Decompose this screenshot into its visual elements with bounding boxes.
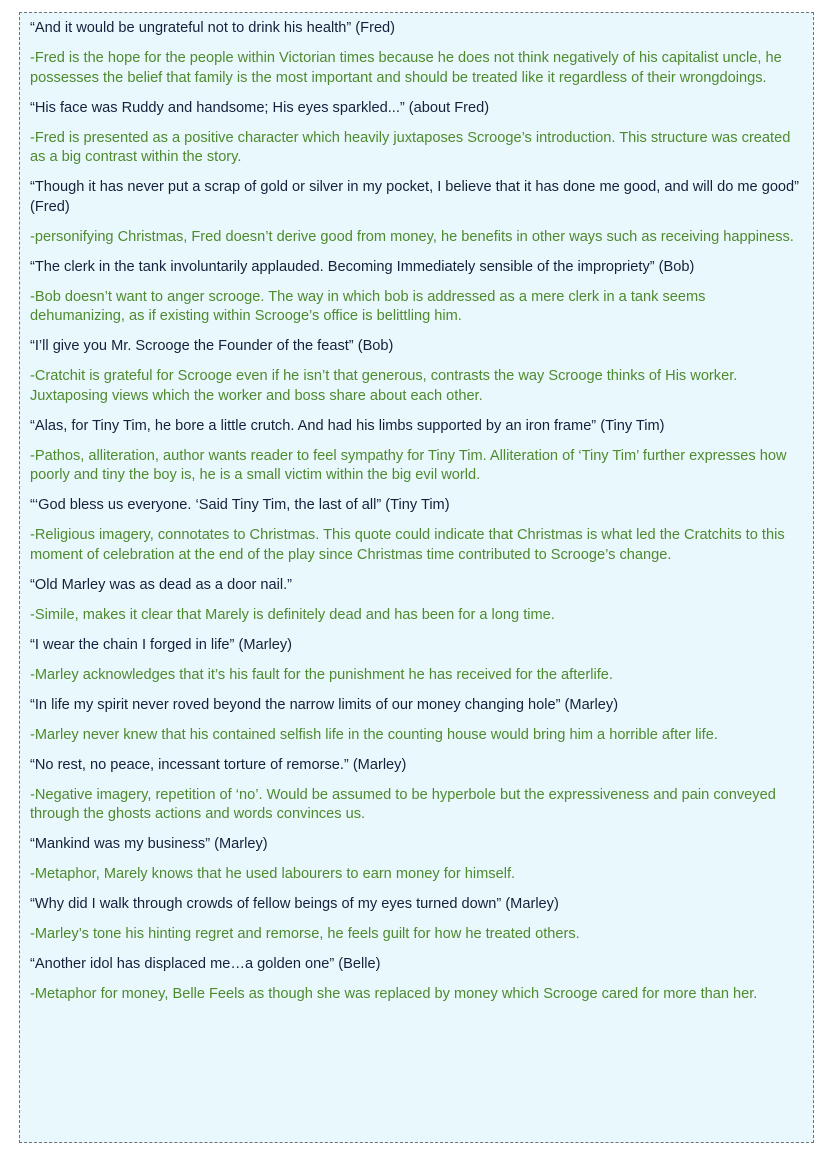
quote-tiny-tim-bless: “‘God bless us everyone. ‘Said Tiny Tim, the last of all” (Tiny Tim) (30, 497, 450, 513)
analysis-tiny-tim-bless: -Religious imagery, connotates to Christmas. This quote could indicate that Christmas is what led the Cratchits to this moment of celebration at the end of the play since Christmas time contributed to Scrooge’s change. (30, 527, 785, 563)
quote-fred-christmas: “Though it has never put a scrap of gold or silver in my pocket, I believe that it has done me good, and will do me good” (Fred) (30, 179, 800, 215)
analysis-marley-crowds: -Marley’s tone his hinting regret and remorse, he feels guilt for how he treated others. (30, 926, 580, 942)
quote-tiny-tim-crutch: “Alas, for Tiny Tim, he bore a little crutch. And had his limbs supported by an iron frame” (Tiny Tim) (30, 417, 665, 434)
analysis-tiny-tim-crutch: -Pathos, alliteration, author wants reader to feel sympathy for Tiny Tim. Alliteration of ‘Tiny Tim’ further expresses how poorly and tiny the boy is, he is a small victim within the big evil world. (30, 447, 787, 483)
quote-fred-ungrateful: “And it would be ungrateful not to drink his health” (Fred) (30, 20, 396, 36)
analysis-marley-door-nail: -Simile, makes it clear that Marely is definitely dead and has been for a long time. (30, 606, 555, 623)
analysis-marley-remorse: -Negative imagery, repetition of ‘no’. Would be assumed to be hyperbole but the expressiveness and pain conveyed through the ghosts actions and words convinces us. (30, 786, 776, 822)
analysis-fred-christmas: -personifying Christmas, Fred doesn’t derive good from money, he benefits in other ways such as receiving happiness. (30, 228, 794, 245)
analysis-marley-mankind: -Metaphor, Marely knows that he used labourers to earn money for himself. (30, 866, 516, 882)
notes-list (30, 19, 801, 1015)
quote-marley-crowds: “Why did I walk through crowds of fellow beings of my eyes turned down” (Marley) (30, 896, 559, 912)
notes-panel (19, 12, 814, 1143)
quote-marley-remorse: “No rest, no peace, incessant torture of remorse.” (Marley) (30, 756, 407, 773)
analysis-belle-idol: -Metaphor for money, Belle Feels as though she was replaced by money which Scrooge cared for more than her. (30, 986, 758, 1002)
analysis-fred-ungrateful: -Fred is the hope for the people within Victorian times because he does not think negatively of his capitalist uncle, he possesses the belief that family is the most important and should be treated like it regardless of their wrongdoings. (30, 50, 782, 86)
quote-fred-ruddy: “His face was Ruddy and handsome; His eyes sparkled...” (about Fred) (30, 99, 490, 116)
quote-marley-door-nail: “Old Marley was as dead as a door nail.” (30, 576, 292, 593)
quote-marley-mankind: “Mankind was my business” (Marley) (30, 836, 268, 852)
quote-marley-spirit: “In life my spirit never roved beyond the narrow limits of our money changing hole” (Marley) (30, 696, 619, 713)
analysis-bob-founder: -Cratchit is grateful for Scrooge even if he isn’t that generous, contrasts the way Scrooge thinks of His worker. Juxtaposing views which the worker and boss share about each other. (30, 368, 738, 404)
analysis-marley-chain: -Marley acknowledges that it’s his fault for the punishment he has received for the afterlife. (30, 666, 613, 683)
analysis-fred-ruddy: -Fred is presented as a positive character which heavily juxtaposes Scrooge’s introduction. This structure was created as a big contrast within the story. (30, 129, 791, 165)
quote-marley-chain: “I wear the chain I forged in life” (Marley) (30, 636, 292, 653)
quote-bob-founder: “I’ll give you Mr. Scrooge the Founder of the feast” (Bob) (30, 338, 394, 354)
quote-bob-clerk: “The clerk in the tank involuntarily applauded. Becoming Immediately sensible of the impropriety” (Bob) (30, 258, 695, 275)
quote-belle-idol: “Another idol has displaced me…a golden one” (Belle) (30, 956, 381, 972)
analysis-bob-clerk: -Bob doesn’t want to anger scrooge. The way in which bob is addressed as a mere clerk in a tank seems dehumanizing, as if existing within Scrooge’s office is belittling him. (30, 288, 706, 324)
analysis-marley-spirit: -Marley never knew that his contained selfish life in the counting house would bring him a horrible after life. (30, 726, 718, 743)
